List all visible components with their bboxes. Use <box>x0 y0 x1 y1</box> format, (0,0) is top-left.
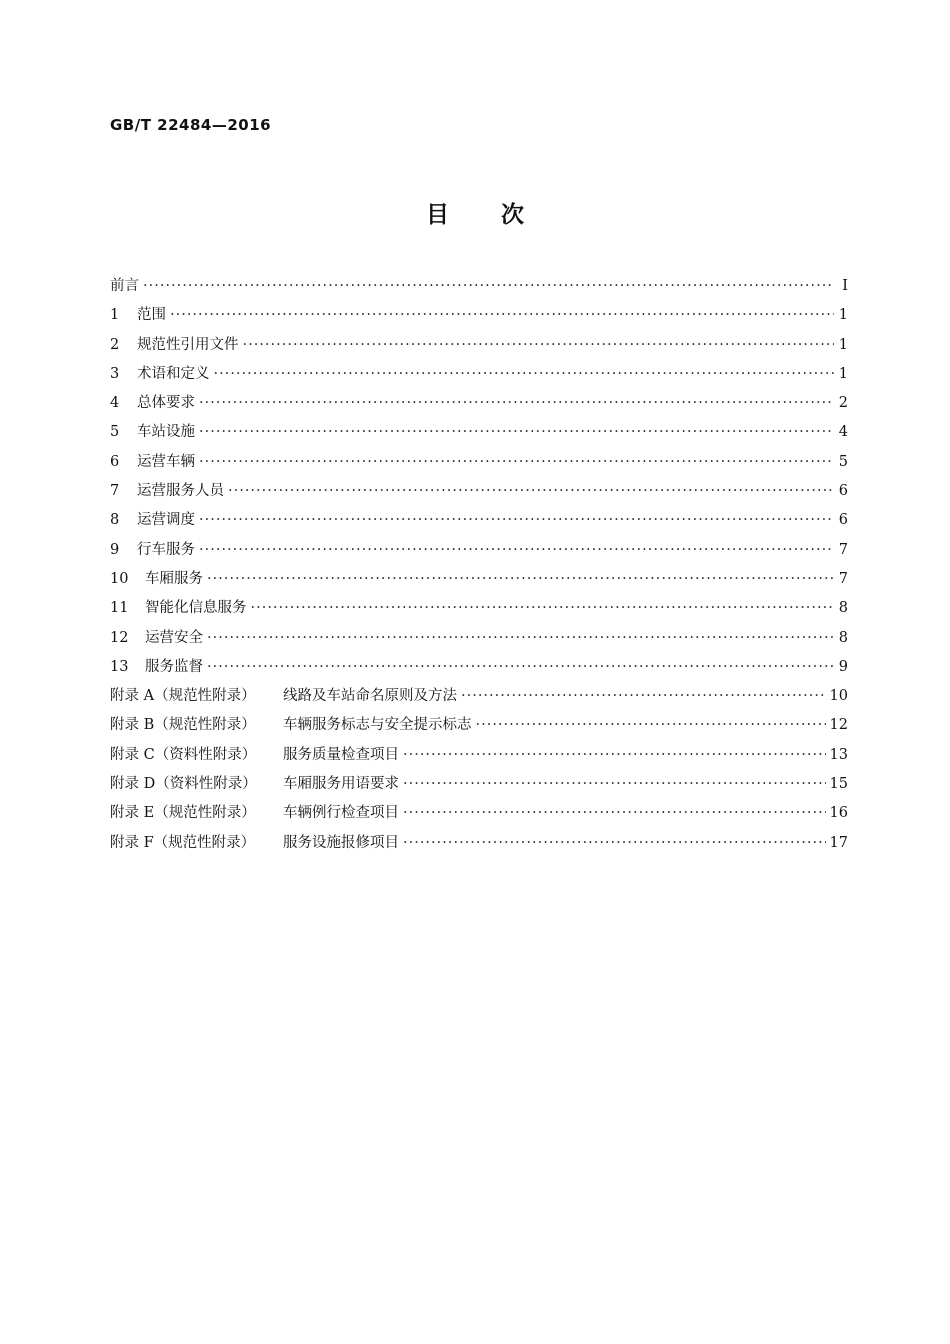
leader-dots <box>199 512 834 528</box>
toc-entry-label: 服务设施报修项目 <box>283 834 399 851</box>
toc-entry-section[interactable] <box>110 479 848 508</box>
section-number: 2 <box>110 336 120 353</box>
toc-entry-section[interactable] <box>110 538 848 567</box>
leader-dots <box>461 688 826 704</box>
section-number: 6 <box>110 453 120 470</box>
toc-entry-section[interactable] <box>110 450 848 479</box>
leader-dots <box>403 747 826 763</box>
toc-entry-appendix[interactable] <box>110 713 848 742</box>
toc-entry-section[interactable] <box>110 420 848 449</box>
section-number: 9 <box>110 541 120 558</box>
toc-entry-label: 车辆例行检查项目 <box>283 805 399 822</box>
leader-dots <box>228 483 834 499</box>
toc-entry-appendix[interactable] <box>110 772 848 801</box>
leader-dots <box>214 366 835 382</box>
toc-entry-page: 5 <box>838 453 848 470</box>
leader-dots <box>199 542 834 558</box>
toc-entry-appendix[interactable] <box>110 743 848 772</box>
toc-entry-page: 7 <box>838 541 848 558</box>
toc-entry-label: 车厢服务 <box>145 570 203 587</box>
toc-entry-page: 8 <box>838 629 848 646</box>
leader-dots <box>143 278 834 294</box>
toc-entry-section[interactable] <box>110 596 848 625</box>
section-number: 5 <box>110 424 120 441</box>
toc-entry-label: 运营车辆 <box>137 453 195 470</box>
toc-entry-section[interactable] <box>110 567 848 596</box>
toc-entry-label: 总体要求 <box>137 395 195 412</box>
toc-entry-label: 术语和定义 <box>137 365 210 382</box>
leader-dots <box>243 337 835 353</box>
toc-entry-label: 车站设施 <box>137 424 195 441</box>
appendix-prefix: 附录 B（规范性附录） <box>110 717 256 734</box>
toc-entry-section[interactable] <box>110 333 848 362</box>
leader-dots <box>199 395 834 411</box>
toc-entry-page: Ⅰ <box>842 278 848 294</box>
leader-dots <box>199 454 834 470</box>
toc-entry-label: 车辆服务标志与安全提示标志 <box>283 717 472 734</box>
toc-entry-page: 15 <box>829 776 848 793</box>
toc-entry-page: 17 <box>829 834 848 851</box>
leader-dots <box>170 307 834 323</box>
toc-entry-page: 8 <box>838 600 848 617</box>
document-number: GB/T 22484—2016 <box>110 116 272 134</box>
toc-entry-preface[interactable] <box>110 274 848 303</box>
section-number: 3 <box>110 365 120 382</box>
toc-entry-page: 6 <box>838 483 848 500</box>
title-char-1: 目 <box>425 202 449 228</box>
section-number: 4 <box>110 395 120 412</box>
appendix-prefix: 附录 E（规范性附录） <box>110 805 256 822</box>
toc-entry-page: 1 <box>838 336 848 353</box>
toc-entry-page: 13 <box>829 746 848 763</box>
toc-entry-page: 6 <box>838 512 848 529</box>
section-number: 12 <box>110 629 129 646</box>
toc-entry-page: 16 <box>829 805 848 822</box>
toc-entry-page: 4 <box>838 424 848 441</box>
toc-entry-label: 智能化信息服务 <box>145 600 247 617</box>
appendix-prefix: 附录 C（资料性附录） <box>110 746 257 763</box>
leader-dots <box>251 600 835 616</box>
toc-entry-section[interactable] <box>110 655 848 684</box>
leader-dots <box>403 835 826 851</box>
leader-dots <box>207 630 834 646</box>
toc-entry-appendix[interactable] <box>110 831 848 860</box>
title-char-2: 次 <box>501 202 524 228</box>
toc-entry-section[interactable] <box>110 508 848 537</box>
table-of-contents <box>110 274 848 860</box>
toc-entry-section[interactable] <box>110 362 848 391</box>
leader-dots <box>476 717 826 733</box>
leader-dots <box>207 571 834 587</box>
section-number: 8 <box>110 512 120 529</box>
toc-entry-page: 7 <box>838 570 848 587</box>
toc-entry-section[interactable] <box>110 626 848 655</box>
leader-dots <box>199 424 834 440</box>
appendix-prefix: 附录 D（资料性附录） <box>110 776 257 793</box>
toc-entry-page: 2 <box>838 395 848 412</box>
appendix-prefix: 附录 A（规范性附录） <box>110 688 256 705</box>
leader-dots <box>403 776 826 792</box>
toc-entry-label: 服务质量检查项目 <box>283 746 399 763</box>
toc-entry-page: 1 <box>838 307 848 324</box>
toc-entry-label: 车厢服务用语要求 <box>283 776 399 793</box>
toc-entry-label: 行车服务 <box>137 541 195 558</box>
leader-dots <box>207 659 834 675</box>
toc-entry-page: 9 <box>838 658 848 675</box>
section-number: 11 <box>110 600 129 617</box>
toc-entry-appendix[interactable] <box>110 801 848 830</box>
section-number: 1 <box>110 307 120 324</box>
toc-entry-page: 12 <box>829 717 848 734</box>
toc-entry-section[interactable] <box>110 303 848 332</box>
toc-entry-label: 前言 <box>110 278 139 294</box>
toc-entry-label: 服务监督 <box>145 658 203 675</box>
toc-entry-label: 运营调度 <box>137 512 195 529</box>
toc-entry-label: 规范性引用文件 <box>137 336 239 353</box>
toc-entry-page: 10 <box>829 688 848 705</box>
leader-dots <box>403 805 826 821</box>
toc-entry-label: 运营服务人员 <box>137 483 224 500</box>
toc-entry-label: 线路及车站命名原则及方法 <box>283 688 457 705</box>
section-number: 13 <box>110 658 129 675</box>
toc-entry-page: 1 <box>838 365 848 382</box>
section-number: 10 <box>110 570 129 587</box>
page-title <box>0 196 950 229</box>
toc-entry-section[interactable] <box>110 391 848 420</box>
toc-entry-label: 运营安全 <box>145 629 203 646</box>
toc-entry-label: 范围 <box>137 307 166 324</box>
appendix-prefix: 附录 F（规范性附录） <box>110 834 256 851</box>
toc-entry-appendix[interactable] <box>110 684 848 713</box>
section-number: 7 <box>110 483 120 500</box>
